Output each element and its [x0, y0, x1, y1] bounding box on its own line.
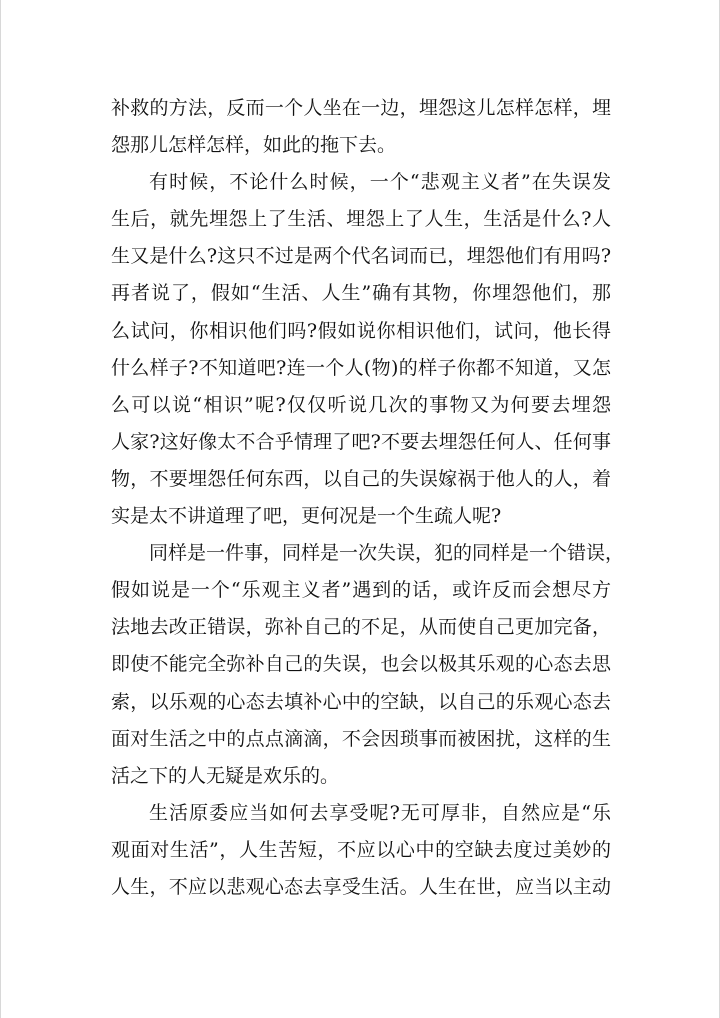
text-line: 假如说是一个“乐观主义者”遇到的话，或许反而会想尽方 — [111, 579, 611, 602]
text-line: 么可以说“相识”呢?仅仅听说几次的事物又为何要去埋怨 — [111, 393, 611, 416]
text-line: 法地去改正错误，弥补自己的不足，从而使自己更加完备， — [111, 616, 611, 639]
text-line: 同样是一件事，同样是一次失误，犯的同样是一个错误， — [149, 542, 625, 565]
text-line: 生后，就先埋怨上了生活、埋怨上了人生，生活是什么?人 — [111, 208, 611, 231]
text-line: 怨那儿怎样怎样，如此的拖下去。 — [111, 134, 397, 157]
text-line: 即使不能完全弥补自己的失误，也会以极其乐观的心态去思 — [111, 653, 611, 676]
text-line: 物，不要埋怨任何东西，以自己的失误嫁祸于他人的人，着 — [111, 467, 611, 490]
text-line: 人生，不应以悲观心态去享受生活。人生在世，应当以主动 — [111, 875, 611, 898]
text-line: 索，以乐观的心态去填补心中的空缺，以自己的乐观心态去 — [111, 690, 611, 713]
text-line: 实是太不讲道理了吧，更何况是一个生疏人呢? — [111, 505, 502, 528]
text-line: 观面对生活”，人生苦短，不应以心中的空缺去度过美妙的 — [111, 838, 611, 861]
body-text — [111, 90, 625, 906]
text-line: 活之下的人无疑是欢乐的。 — [111, 764, 340, 787]
text-line: 再者说了，假如“生活、人生”确有其物，你埋怨他们，那 — [111, 282, 611, 305]
text-line: 补救的方法，反而一个人坐在一边，埋怨这儿怎样怎样，埋 — [111, 97, 611, 119]
text-line: 什么样子?不知道吧?连一个人(物)的样子你都不知道，又怎 — [111, 356, 611, 379]
text-line: 么试问，你相识他们吗?假如说你相识他们，试问，他长得 — [111, 319, 611, 342]
text-line: 面对生活之中的点点滴滴，不会因琐事而被困扰，这样的生 — [111, 727, 611, 750]
text-line: 有时候，不论什么时候，一个“悲观主义者”在失误发 — [149, 171, 611, 194]
text-line: 生活原委应当如何去享受呢?无可厚非，自然应是“乐 — [149, 801, 611, 824]
text-line: 生又是什么?这只不过是两个代名词而已，埋怨他们有用吗? — [111, 245, 611, 268]
text-line: 人家?这好像太不合乎情理了吧?不要去埋怨任何人、任何事 — [111, 430, 611, 453]
